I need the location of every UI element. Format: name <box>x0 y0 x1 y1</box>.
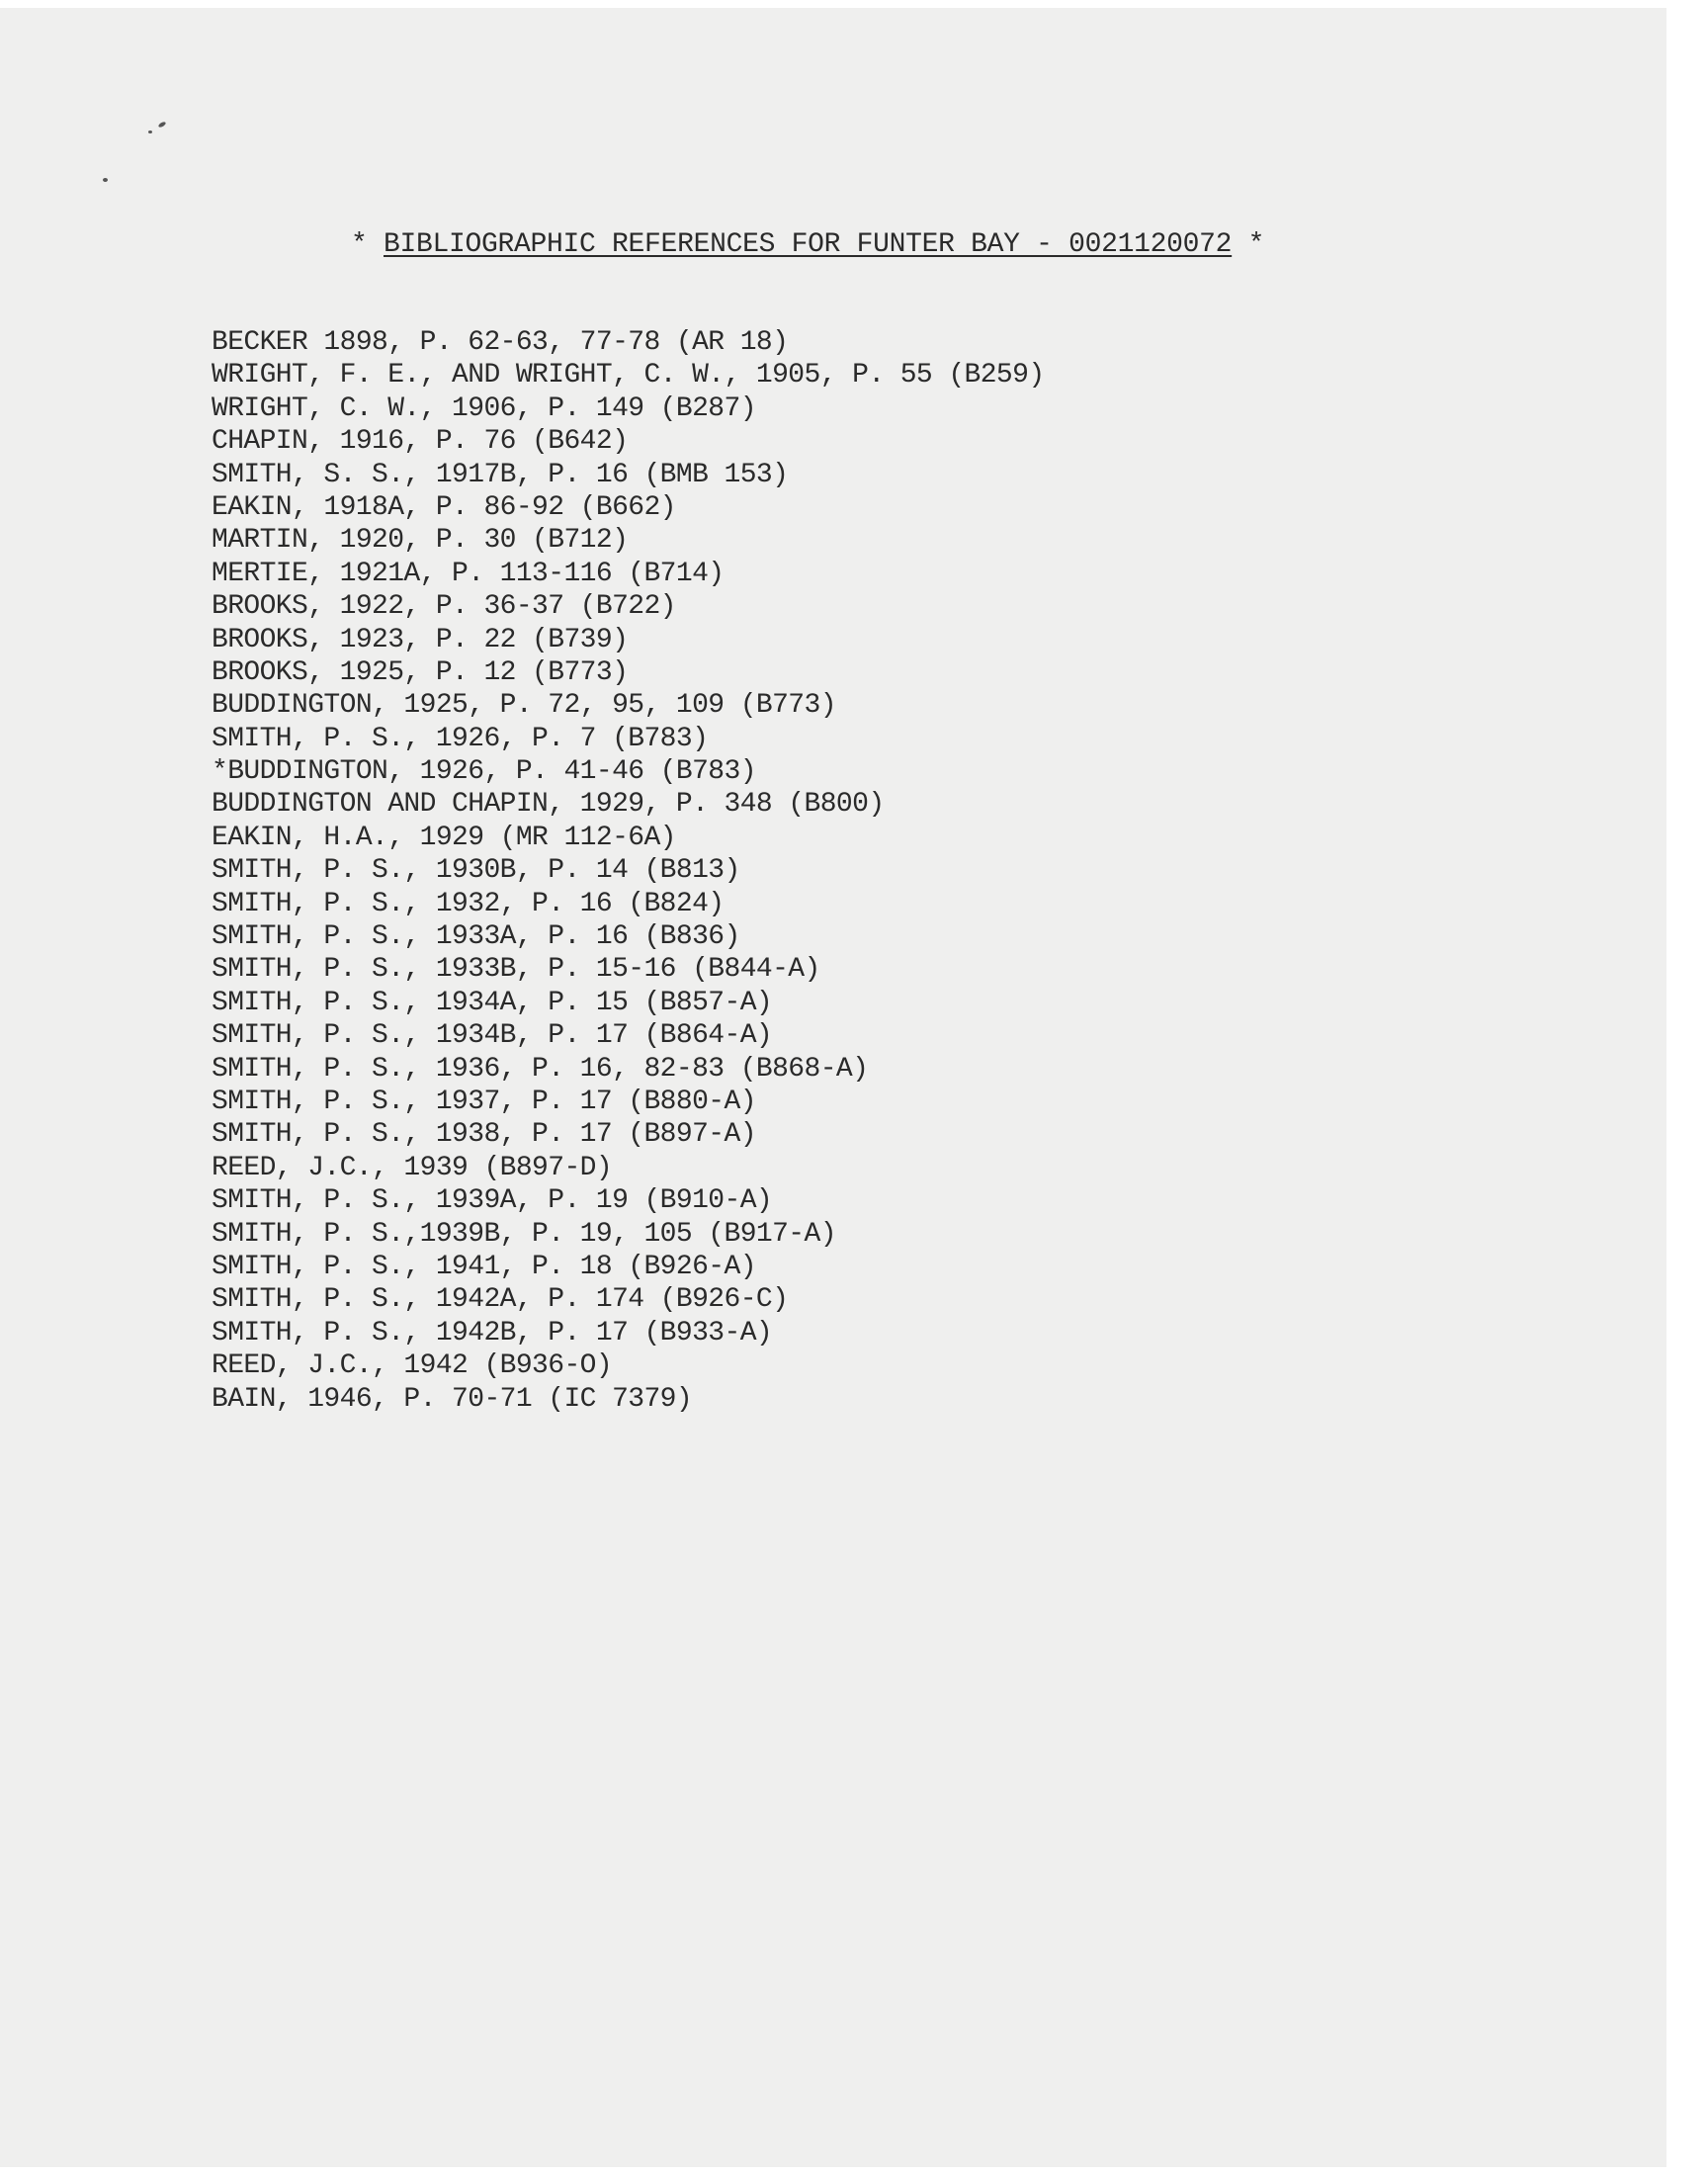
reference-list <box>212 326 1045 1416</box>
reference-entry: BROOKS, 1923, P. 22 (B739) <box>212 624 629 655</box>
reference-entry: SMITH, S. S., 1917B, P. 16 (BMB 153) <box>212 459 789 490</box>
title-suffix: * <box>1232 229 1265 260</box>
reference-entry: WRIGHT, C. W., 1906, P. 149 (B287) <box>212 392 756 424</box>
reference-entry: BUDDINGTON, 1925, P. 72, 95, 109 (B773) <box>212 690 836 722</box>
reference-entry: SMITH, P. S., 1934A, P. 15 (B857-A) <box>212 987 773 1018</box>
reference-entry: SMITH, P. S., 1942A, P. 174 (B926-C) <box>212 1284 789 1316</box>
reference-entry: BROOKS, 1922, P. 36-37 (B722) <box>212 591 676 623</box>
reference-entry: SMITH, P. S., 1942B, P. 17 (B933-A) <box>212 1317 773 1348</box>
reference-entry: SMITH, P. S., 1937, P. 17 (B880-A) <box>212 1086 756 1117</box>
reference-entry: BUDDINGTON AND CHAPIN, 1929, P. 348 (B800) <box>212 789 885 821</box>
reference-entry: SMITH, P. S., 1939A, P. 19 (B910-A) <box>212 1185 773 1217</box>
reference-entry: CHAPIN, 1916, P. 76 (B642) <box>212 426 629 458</box>
reference-entry: EAKIN, 1918A, P. 86-92 (B662) <box>212 491 676 523</box>
reference-entry: MARTIN, 1920, P. 30 (B712) <box>212 525 629 557</box>
reference-entry: REED, J.C., 1939 (B897-D) <box>212 1152 613 1183</box>
reference-entry: SMITH, P. S., 1933B, P. 15-16 (B844-A) <box>212 954 820 986</box>
reference-entry: BROOKS, 1925, P. 12 (B773) <box>212 656 629 688</box>
reference-entry: EAKIN, H.A., 1929 (MR 112-6A) <box>212 822 676 853</box>
page-edge-top <box>0 0 1708 8</box>
reference-entry: SMITH, P. S., 1938, P. 17 (B897-A) <box>212 1119 756 1151</box>
reference-entry: REED, J.C., 1942 (B936-O) <box>212 1350 613 1382</box>
reference-entry: SMITH, P. S., 1933A, P. 16 (B836) <box>212 921 740 953</box>
reference-entry: SMITH, P. S.,1939B, P. 19, 105 (B917-A) <box>212 1218 836 1250</box>
scan-speck <box>103 178 108 182</box>
page-title <box>351 229 1280 260</box>
title-text: BIBLIOGRAPHIC REFERENCES FOR FUNTER BAY - 0021120072 <box>384 229 1233 260</box>
scan-speck <box>148 130 152 133</box>
reference-entry: WRIGHT, F. E., AND WRIGHT, C. W., 1905, P. 55 (B259) <box>212 360 1045 392</box>
scan-speck <box>158 121 167 128</box>
reference-entry: SMITH, P. S., 1932, P. 16 (B824) <box>212 888 725 919</box>
reference-entry: SMITH, P. S., 1926, P. 7 (B783) <box>212 723 709 754</box>
reference-entry: SMITH, P. S., 1930B, P. 14 (B813) <box>212 855 740 887</box>
reference-entry: MERTIE, 1921A, P. 113-116 (B714) <box>212 558 725 589</box>
page-edge-right <box>1666 0 1708 2175</box>
reference-entry: *BUDDINGTON, 1926, P. 41-46 (B783) <box>212 756 756 788</box>
title-prefix: * <box>351 229 384 260</box>
reference-entry: BAIN, 1946, P. 70-71 (IC 7379) <box>212 1383 693 1415</box>
reference-entry: SMITH, P. S., 1936, P. 16, 82-83 (B868-A) <box>212 1053 869 1085</box>
reference-entry: BECKER 1898, P. 62-63, 77-78 (AR 18) <box>212 327 789 358</box>
page-edge-bottom <box>0 2167 1708 2175</box>
reference-entry: SMITH, P. S., 1941, P. 18 (B926-A) <box>212 1251 756 1282</box>
reference-entry: SMITH, P. S., 1934B, P. 17 (B864-A) <box>212 1020 773 1052</box>
